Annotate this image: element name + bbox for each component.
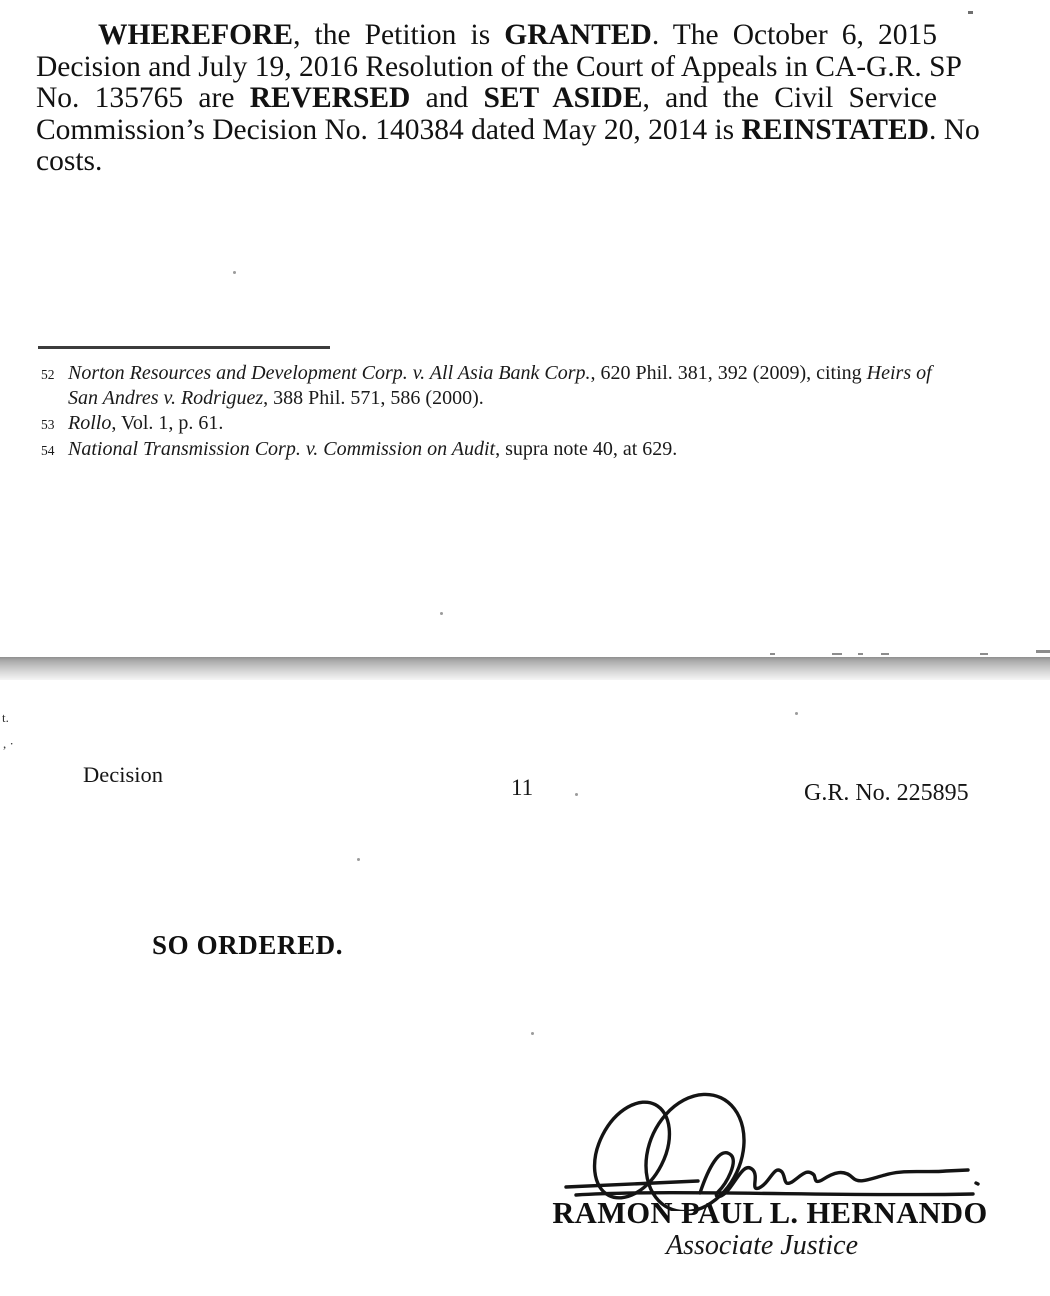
footnote-number: 52 <box>41 367 55 382</box>
page-header-case-number: G.R. No. 225895 <box>804 780 969 806</box>
footnote-54 <box>38 437 944 463</box>
text-segment: , supra note 40, at 629. <box>495 438 678 460</box>
text-segment: Rollo <box>68 412 112 434</box>
paragraph-line <box>36 113 980 147</box>
scan-artifact <box>832 653 842 655</box>
footnote-52 <box>38 361 944 411</box>
text-segment: REINSTATED <box>741 113 929 146</box>
page-header-doc-label: Decision <box>83 762 163 787</box>
footnote-separator-rule <box>38 346 330 349</box>
paragraph-line <box>36 83 937 115</box>
text-segment: No. 135765 are <box>36 82 250 115</box>
text-segment: SET ASIDE <box>483 82 643 115</box>
text-segment: Decision and July 19, 2016 Resolution of the Court of Appeals in CA-G.R. SP <box>36 50 962 83</box>
scan-artifact <box>357 858 360 861</box>
footnote-text <box>68 437 944 462</box>
signature-ink <box>548 1083 992 1211</box>
text-segment: , Vol. 1, p. 61. <box>111 412 224 434</box>
text-segment: , 620 Phil. 381, 392 (2009), citing <box>590 362 867 384</box>
scan-artifact <box>968 11 973 14</box>
paragraph-line <box>36 146 937 178</box>
footnote-text <box>68 411 944 436</box>
paragraph-line <box>36 20 937 52</box>
scan-artifact <box>858 653 863 655</box>
text-segment: Norton Resources and Development Corp. v. All Asia Bank Corp. <box>68 362 591 384</box>
text-segment: . No <box>928 113 980 146</box>
footnote-number: 54 <box>41 443 55 458</box>
text-segment: National Transmission Corp. v. Commission on Audit <box>68 438 496 460</box>
page-header-page-number: 11 <box>511 775 534 800</box>
scan-artifact <box>980 653 988 655</box>
scan-artifact <box>1036 650 1050 653</box>
footnote-number: 53 <box>41 417 55 432</box>
scan-artifact <box>531 1032 534 1035</box>
scan-margin-mark: , · <box>3 736 14 751</box>
scan-artifact <box>575 793 578 796</box>
footnote-53 <box>38 411 944 437</box>
scan-margin-mark: t. <box>2 710 9 725</box>
text-segment: GRANTED <box>504 19 652 51</box>
text-segment: costs. <box>36 145 103 178</box>
footnote-text <box>68 361 944 411</box>
signatory-title: Associate Justice <box>665 1230 859 1261</box>
scan-artifact <box>440 612 443 615</box>
ruling-paragraph <box>36 19 980 178</box>
scan-artifact <box>770 653 775 655</box>
text-segment: , the Petition is <box>293 19 505 51</box>
footnote-list <box>38 361 944 463</box>
text-segment: Heirs of San Andres v. Rodriguez <box>68 362 932 409</box>
page-separator-band <box>0 657 1050 680</box>
scan-artifact <box>881 653 889 655</box>
paragraph-line <box>36 50 962 84</box>
scan-artifact <box>795 712 798 715</box>
text-segment: WHEREFORE <box>98 19 294 51</box>
text-segment: , and the Civil Service <box>642 82 937 115</box>
text-segment: , 388 Phil. 571, 586 (2000). <box>263 387 484 409</box>
text-segment: Commission’s Decision No. 140384 dated May 20, 2014 is <box>36 113 742 146</box>
text-segment: and <box>410 82 484 115</box>
so-ordered-text: SO ORDERED. <box>152 930 344 960</box>
signatory-name: RAMON PAUL L. HERNANDO <box>552 1196 988 1230</box>
text-segment: . The October 6, 2015 <box>651 19 938 51</box>
scan-artifact <box>233 271 236 274</box>
text-segment: REVERSED <box>249 82 411 115</box>
